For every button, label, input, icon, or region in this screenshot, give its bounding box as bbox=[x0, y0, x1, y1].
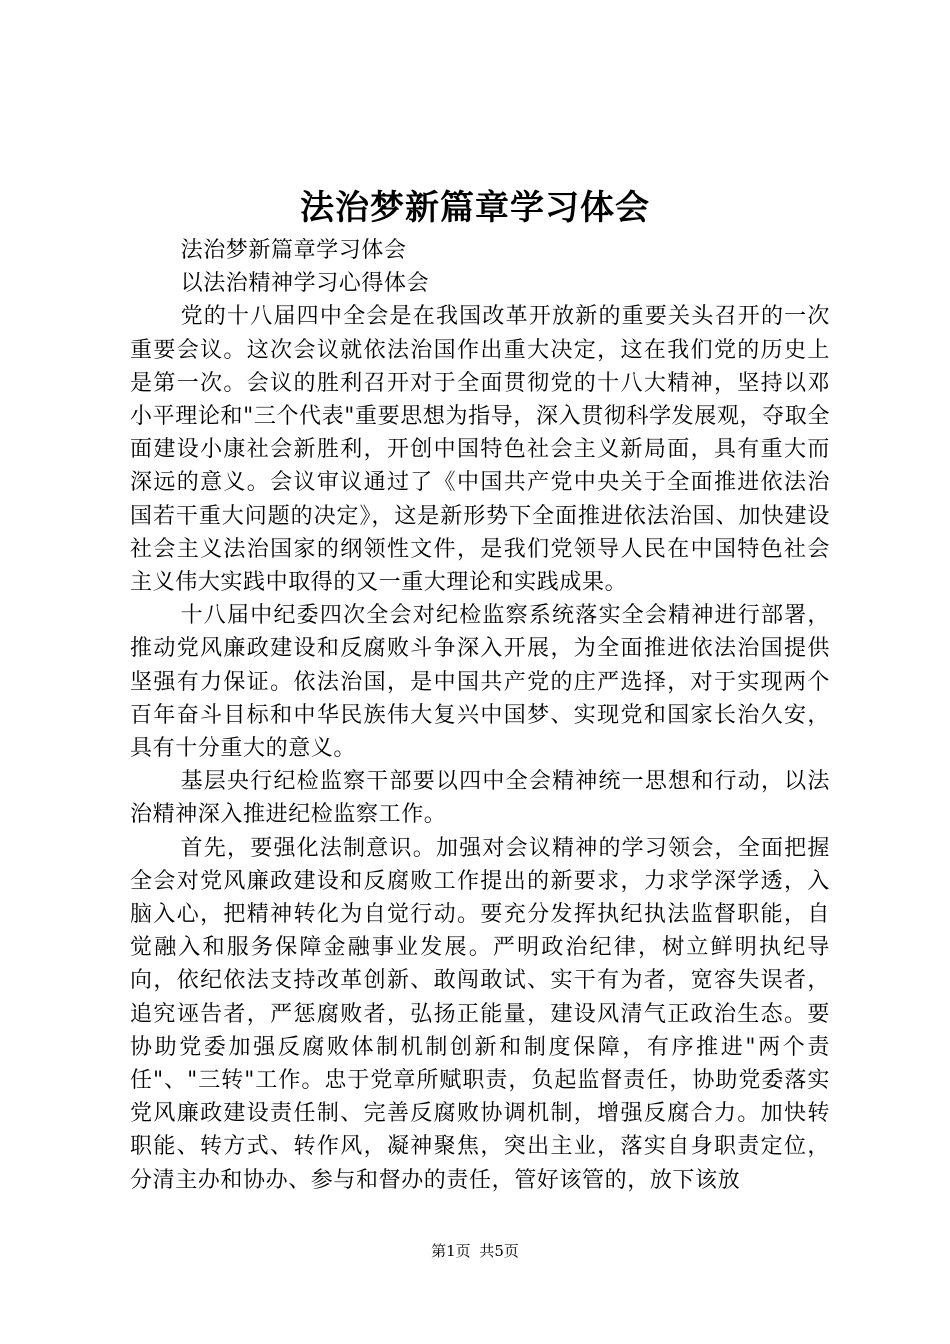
document-title: 法治梦新篇章学习体会 bbox=[300, 188, 650, 228]
page-footer bbox=[0, 1241, 950, 1261]
page-number: 第1页 bbox=[431, 1242, 471, 1260]
paragraph: 十八届中纪委四次全会对纪检监察系统落实全会精神进行部署，推动党风廉政建设和反腐败斗争深入开展，为全面推进依法治国提供坚强有力保证。依法治国，是中国共产党的庄严选择，对于实现两个百年奋斗目标和中华民族伟大复兴中国梦、实现党和国家长治久安，具有十分重大的意义。 bbox=[130, 603, 830, 762]
document-body bbox=[130, 234, 830, 1197]
paragraph-subtitle-2: 以法治精神学习心得体会 bbox=[180, 271, 430, 297]
paragraph: 首先，要强化法制意识。加强对会议精神的学习领会，全面把握全会对党风廉政建设和反腐败工作提出的新要求，力求学深学透，入脑入心，把精神转化为自觉行动。要充分发挥执纪执法监督职能，自觉融入和服务保障金融事业发展。严明政治纪律，树立鲜明执纪导向，依纪依法支持改革创新、敢闯敢试、实干有为者，宽容失误者，追究诬告者，严惩腐败者，弘扬正能量，建设风清气正政治生态。要协助党委加强反腐败体制机制创新和制度保障，有序推进"两个责任"、"三转"工作。忠于党章所赋职责，负起监督责任，协助党委落实党风廉政建设责任制、完善反腐败协调机制，增强反腐合力。加快转职能、转方式、转作风，凝神聚焦，突出主业，落实自身职责定位，分清主办和协办、参与和督办的责任，管好该管的，放下该放 bbox=[130, 835, 830, 1193]
page-total: 共5页 bbox=[479, 1242, 519, 1260]
paragraph-subtitle: 法治梦新篇章学习体会 bbox=[180, 238, 407, 263]
paragraph: 党的十八届四中全会是在我国改革开放新的重要关头召开的一次重要会议。这次会议就依法治国作出重大决定，这在我们党的历史上是第一次。会议的胜利召开对于全面贯彻党的十八大精神，坚持以邓小平理论和"三个代表"重要思想为指导，深入贯彻科学发展观，夺取全面建设小康社会新胜利，开创中国特色社会主义新局面，具有重大而深远的意义。会议审议通过了《中国共产党中央关于全面推进依法治国若干重大问题的决定》，这是新形势下全面推进依法治国、加快建设社会主义法治国家的纲领性文件，是我们党领导人民在中国特色社会主义伟大实践中取得的又一重大理论和实践成果。 bbox=[130, 304, 830, 596]
paragraph: 基层央行纪检监察干部要以四中全会精神统一思想和行动，以法治精神深入推进纪检监察工作。 bbox=[130, 769, 830, 828]
